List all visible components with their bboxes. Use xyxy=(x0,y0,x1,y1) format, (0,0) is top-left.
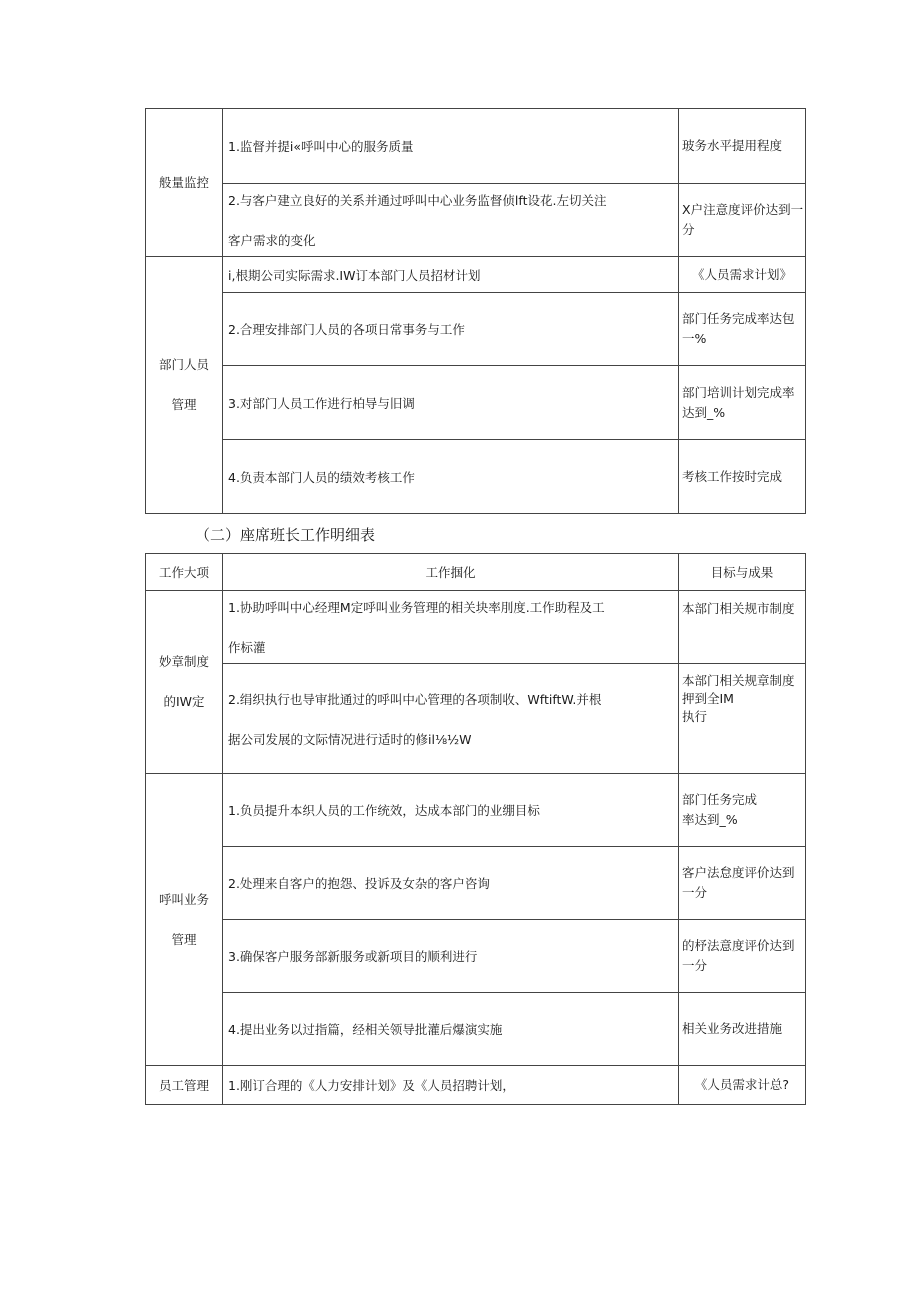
goal-cell xyxy=(679,993,806,1066)
category-cell xyxy=(146,774,223,1066)
goal-text: 本部门相关规章制度 xyxy=(682,673,795,688)
task-cell xyxy=(223,293,679,366)
goal-text-continued: 一分 xyxy=(682,958,708,973)
section-title: （二）座席班长工作明细表 xyxy=(195,526,376,544)
goal-text: 部门培训计划完成率 xyxy=(682,384,795,400)
task-text: 1.监督并提i«呼叫中心的服务质量 xyxy=(228,139,414,154)
goal-cell xyxy=(679,109,806,184)
goal-text-continued: 执行 xyxy=(682,709,708,724)
category-cell xyxy=(146,1066,223,1105)
task-cell xyxy=(223,440,679,514)
goal-cell xyxy=(679,664,806,774)
goal-text-continued: 押到全IM xyxy=(682,691,734,706)
task-text-continued: 作标灌 xyxy=(228,640,266,655)
category-label: 妙章制度 xyxy=(158,654,209,669)
task-text: i,根期公司实际需求.IW订本部门人员招材计划 xyxy=(228,267,481,283)
goal-text: 客户法怠度评价达到 xyxy=(682,865,795,880)
category-cell xyxy=(146,257,223,514)
duty-table-upper xyxy=(145,108,806,514)
task-text: 1.刚订合理的《人力安排计划》及《人员招聘计划， xyxy=(228,1078,515,1093)
task-cell xyxy=(223,109,679,184)
task-cell xyxy=(223,591,679,664)
task-text: 2.合理安排部门人员的各项日常事务与工作 xyxy=(228,322,465,337)
goal-cell xyxy=(679,184,806,257)
goal-text-continued: 达到_% xyxy=(682,404,726,420)
goal-text: 的杼法意度评价达到 xyxy=(682,938,795,953)
category-label: 般量监控 xyxy=(158,174,209,190)
task-cell xyxy=(223,184,679,257)
task-text-continued: 据公司发展的文际情况进行适时的修il⅛½W xyxy=(228,731,472,747)
goal-text: 《人员需求计总? xyxy=(694,1077,790,1092)
task-text: 4.负责本部门人员的绩效考核工作 xyxy=(228,469,415,485)
goal-text: X户注意度评价达到一 xyxy=(682,202,804,217)
category-label: 员工管理 xyxy=(158,1078,209,1093)
task-cell xyxy=(223,1066,679,1105)
goal-text: 部门任务完成 xyxy=(682,792,758,807)
goal-text: 《人员需求计划》 xyxy=(691,266,792,282)
task-text: 2.绢织执行也导审批通过的呼叫中心管理的各项制收、WftiftW.并根 xyxy=(228,691,602,707)
category-label: 部门人员 xyxy=(158,357,209,372)
goal-cell xyxy=(679,257,806,293)
task-cell xyxy=(223,664,679,774)
category-cell xyxy=(146,591,223,774)
goal-text-continued: 分 xyxy=(682,222,695,237)
header-goal: 目标与成果 xyxy=(710,565,774,580)
task-text: 4.提出业务以过指篇，经相关领导批灌后爆演实施 xyxy=(228,1022,503,1037)
goal-cell xyxy=(679,366,806,440)
goal-text: 考核工作按时完成 xyxy=(682,468,783,484)
task-cell xyxy=(223,993,679,1066)
goal-cell xyxy=(679,847,806,920)
goal-cell xyxy=(679,1066,806,1105)
header-cell xyxy=(146,554,223,591)
goal-text-continued: 率达到_% xyxy=(682,812,738,827)
header-task: 工作掴化 xyxy=(425,565,476,580)
task-cell xyxy=(223,920,679,993)
goal-cell xyxy=(679,774,806,847)
goal-cell xyxy=(679,440,806,514)
goal-text-continued: 一% xyxy=(682,331,707,346)
task-text-continued: 客户需求的变化 xyxy=(228,233,316,248)
task-text: 2.与客户建立良好的关系并通过呼叫中心业务监督侦lft设花.左切关注 xyxy=(228,193,607,208)
goal-cell xyxy=(679,293,806,366)
header-cell xyxy=(223,554,679,591)
category-label-continued: 管理 xyxy=(171,397,197,412)
goal-text-continued: 一分 xyxy=(682,885,708,900)
task-text: 1.协助呼叫中心经理M定呼叫业务管理的相关块率刖度.工作助程及工 xyxy=(228,600,605,615)
task-text: 1.负员提升本织人员的工作统效，达成本部门的业绷目标 xyxy=(228,803,540,818)
category-label: 呼叫业务 xyxy=(158,891,209,907)
category-cell xyxy=(146,109,223,257)
task-text: 3.对部门人员工作进行柏导与旧调 xyxy=(228,395,415,411)
header-category: 工作大项 xyxy=(158,565,209,580)
category-label-continued: 管理 xyxy=(171,931,197,947)
header-cell xyxy=(679,554,806,591)
task-cell xyxy=(223,774,679,847)
goal-cell xyxy=(679,591,806,664)
task-text: 2.处理来自客户的抱怨、投诉及女杂的客户咨询 xyxy=(228,876,490,891)
goal-text: 玻务水平提用程度 xyxy=(682,138,783,153)
task-text: 3.确保客户服务部新服务或新项目的顺利进行 xyxy=(228,949,478,964)
task-cell xyxy=(223,847,679,920)
goal-text: 相关业务改进措施 xyxy=(682,1021,783,1036)
duty-table-lower xyxy=(145,553,806,1105)
goal-cell xyxy=(679,920,806,993)
task-cell xyxy=(223,257,679,293)
goal-text: 本部门相关规市制度 xyxy=(682,601,795,616)
category-label-continued: 的IW定 xyxy=(163,694,205,709)
task-cell xyxy=(223,366,679,440)
goal-text: 部门任务完成率达包 xyxy=(682,311,795,326)
